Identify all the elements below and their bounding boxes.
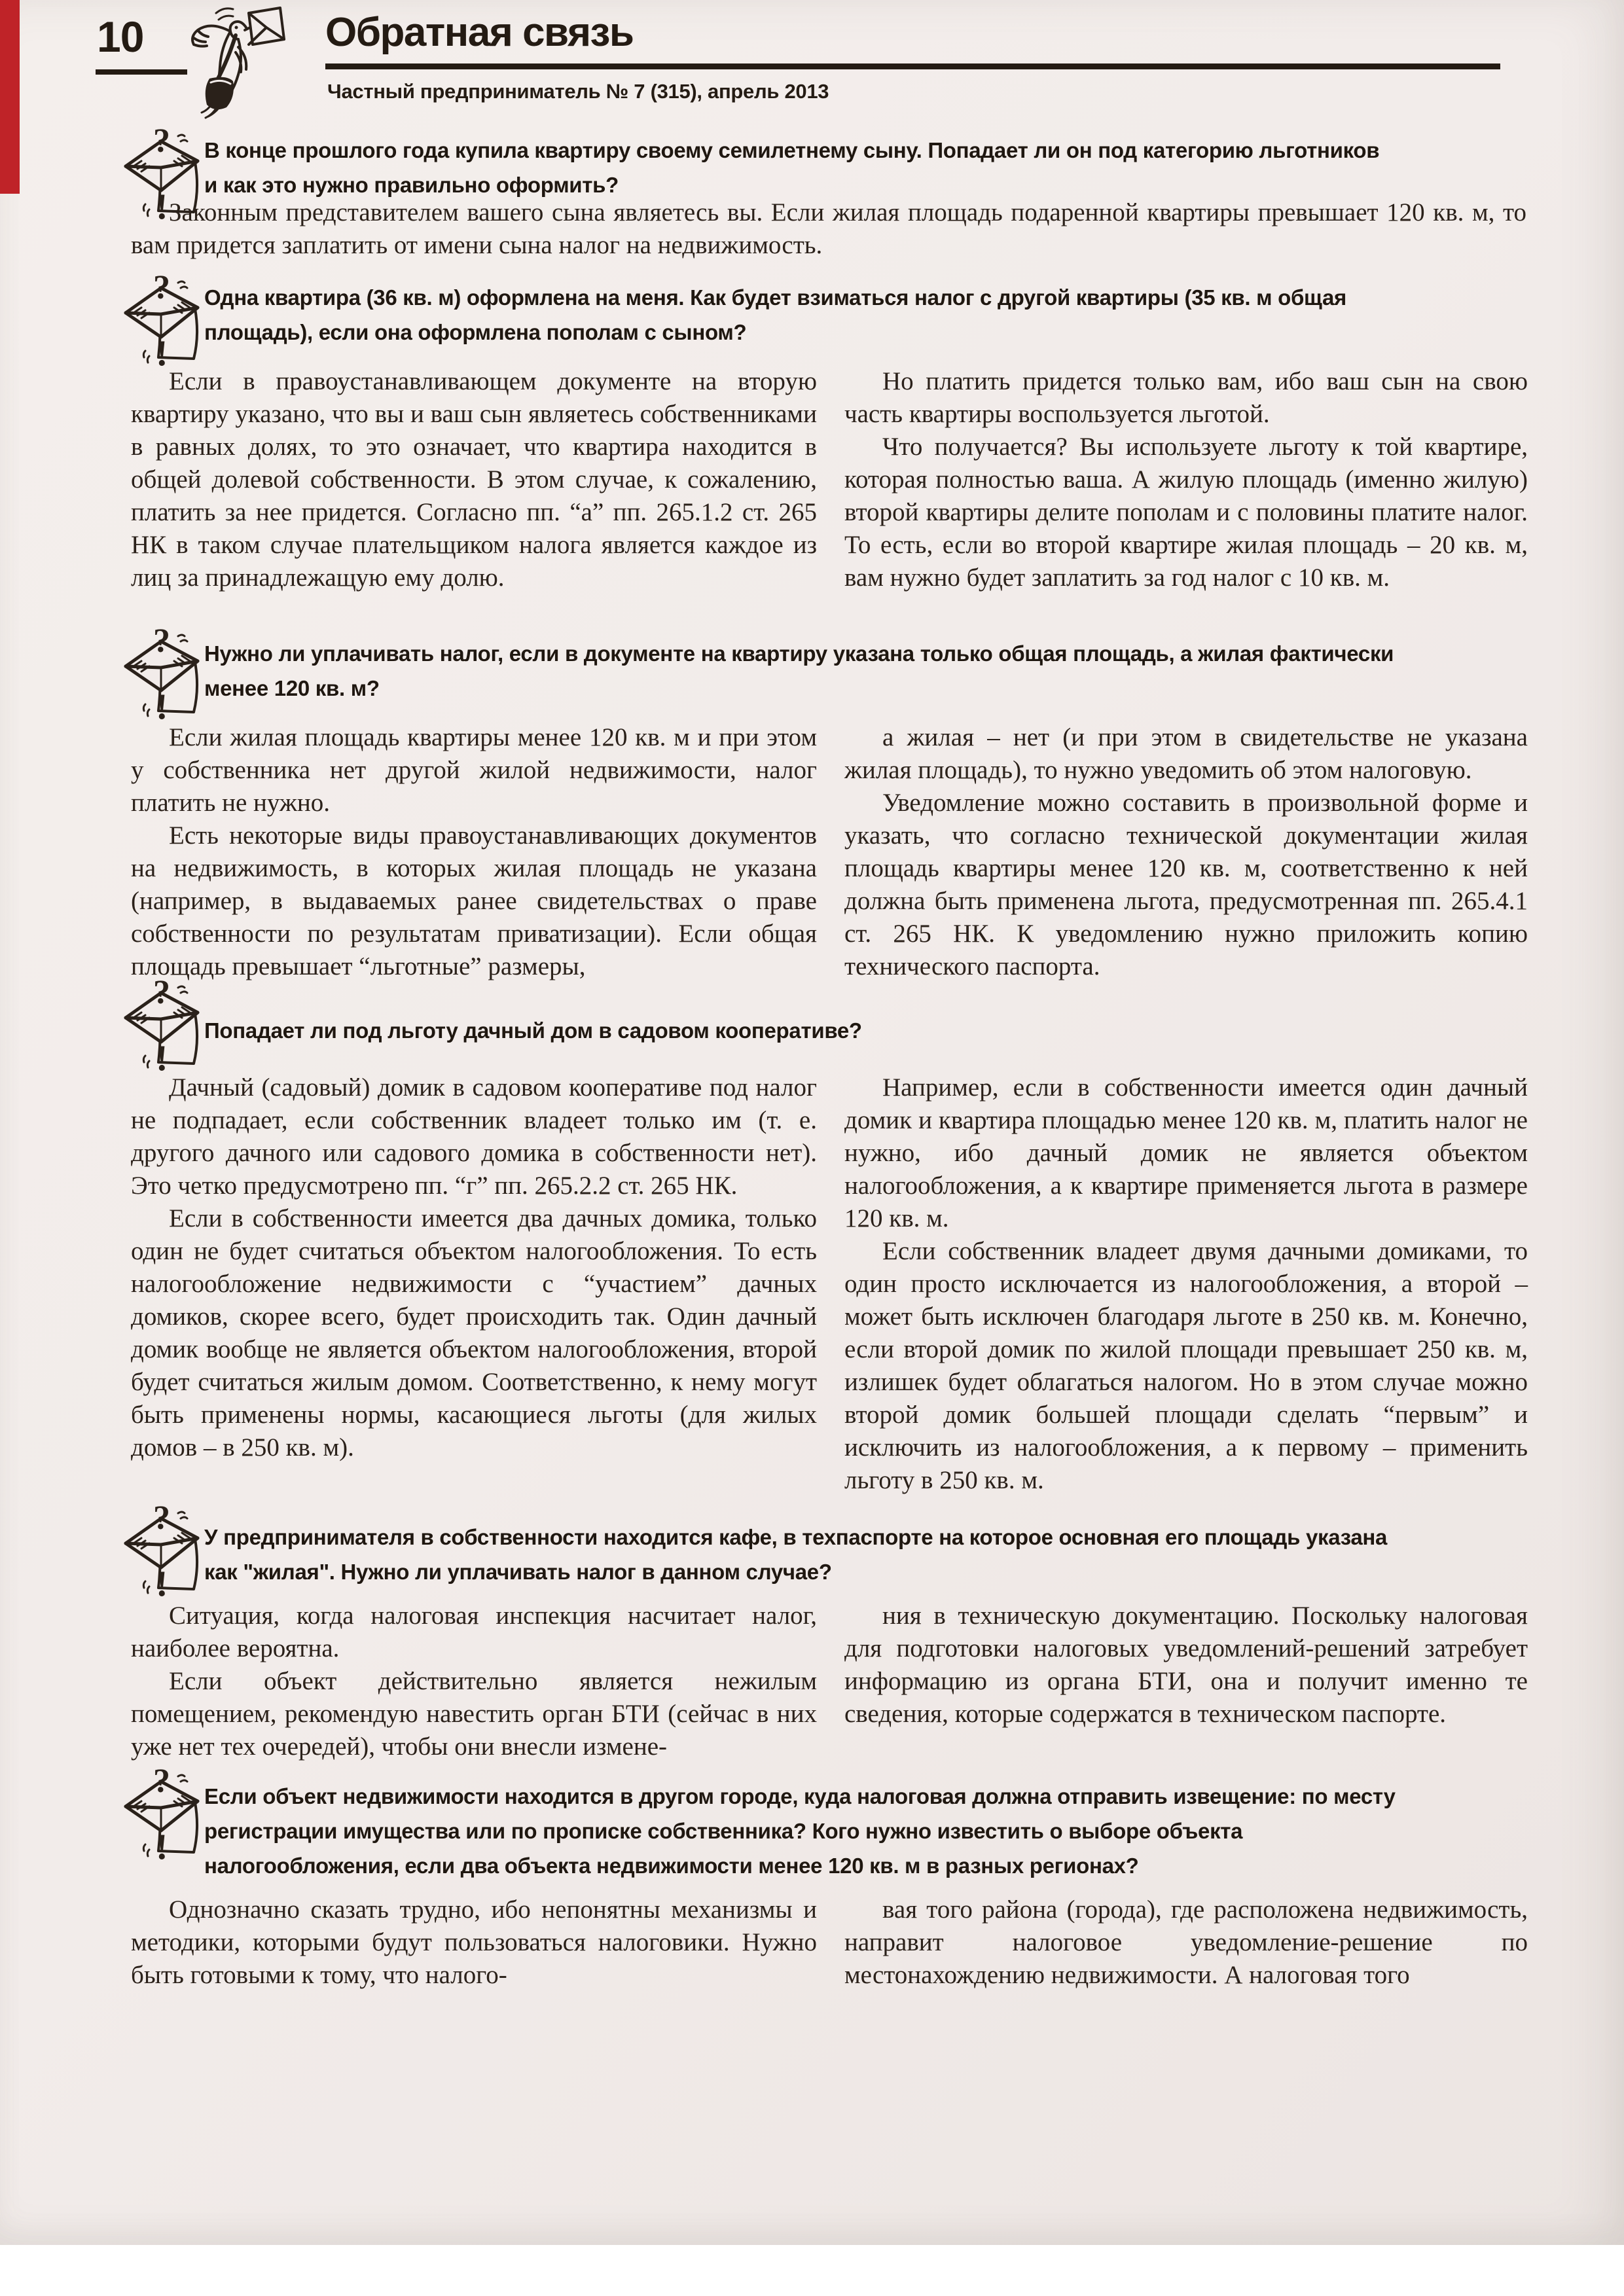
issue-line: Частный предприниматель № 7 (315), апрель 2013 (327, 80, 829, 103)
answer-4-left-column (131, 1071, 817, 1464)
answer-paragraph: Что получается? Вы используете льготу к той квартире, которая полностью ваша. А жилую площадь (именно жилую) второй квартиры делите пополам и с половины платите налог. То есть, если во второй квартире жилая площадь – 20 кв. м, вам нужно будет заплатить за год налог с 10 кв. м. (844, 433, 1528, 592)
answer-paragraph: а жилая – нет (и при этом в свидетельстве не указана жилая площадь), то нужно уведомить об этом налоговую. (844, 723, 1528, 784)
page-number-rule (96, 69, 187, 75)
question-envelope-icon (119, 628, 206, 721)
answer-paragraph: Ситуация, когда налоговая инспекция насчитает налог, наиболее вероятна. (131, 1602, 817, 1662)
answer-paragraph: Но платить придется только вам, ибо ваш сын на свою часть квартиры воспользуется льготой. (844, 367, 1528, 428)
answer-3-left-column (131, 721, 817, 983)
answer-paragraph: Законным представителем вашего сына являетесь вы. Если жилая площадь подаренной квартиры превышает 120 кв. м, то вам придется заплатить от имени сына налог на недвижимость. (131, 198, 1526, 259)
question-envelope-icon (119, 1768, 206, 1861)
question-envelope-icon (119, 980, 206, 1073)
question-text-1: В конце прошлого года купила квартиру своему семилетнему сыну. Попадает ли он под категорию льготников и как это нужно правильно оформить? (204, 138, 1380, 197)
answer-paragraph: Если объект действительно является нежилым помещением, рекомендую навестить орган БТИ (сейчас в них уже нет тех очередей), чтобы они внесли измене- (131, 1667, 817, 1761)
answer-paragraph: Уведомление можно составить в произвольной форме и указать, что согласно технической документации жилая площадь квартиры менее 120 кв. м, соответственно к ней должна быть применена льгота, предусмотренная пп. 265.4.1 ст. 265 НК. К уведомлению нужно приложить копию технического паспорта. (844, 789, 1528, 980)
answer-6-left-column (131, 1893, 817, 1992)
answer-paragraph: Если в правоустанавливающем документе на вторую квартиру указано, что вы и ваш сын являетесь собственниками в равных долях, то это означает, что квартира находится в общей долевой собственности. В этом случае, к сожалению, платить за нее придется. Согласно пп. “а” пп. 265.1.2 ст. 265 НК в таком случае плательщиком налога является каждое из лиц за принадлежащую ему долю. (131, 367, 817, 592)
section-title-rule (325, 63, 1500, 69)
question-envelope-icon (119, 275, 206, 368)
page-number: 10 (97, 12, 144, 61)
question-text-3: Нужно ли уплачивать налог, если в документе на квартиру указана только общая площадь, а жилая фактически менее 120 кв. м? (204, 641, 1394, 700)
answer-paragraph: вая того района (города), где расположена недвижимость, направит налоговое уведомление-решение по местонахождению недвижимости. А налоговая того (844, 1895, 1528, 1989)
answer-paragraph: Если собственник владеет двумя дачными домиками, то один просто исключается из налогообложения, а второй – может быть исключен благодаря льготе в 250 кв. м. Конечно, если второй домик по жилой площади превышает 250 кв. м, излишек будет облагаться налогом. Но в этом случае можно второй домик большей площади сделать “первым” и исключить из налогообложения, а к первому – применить льготу в 250 кв. м. (844, 1237, 1528, 1494)
answer-paragraph: Например, если в собственности имеется один дачный домик и квартира площадью менее 120 кв. м, платить налог не нужно, ибо дачный домик не является объектом налогообложения, а к квартире применяется льгота в размере 120 кв. м. (844, 1073, 1528, 1232)
answer-paragraph: Однозначно сказать трудно, ибо непонятны механизмы и методики, которыми будут пользоваться налоговики. Нужно быть готовыми к тому, что налого- (131, 1895, 817, 1989)
answer-6-right-column (844, 1893, 1528, 1992)
question-text-4: Попадает ли под льготу дачный дом в садовом кооперативе? (204, 1018, 862, 1043)
answer-5-right-column (844, 1600, 1528, 1731)
question-text-2: Одна квартира (36 кв. м) оформлена на меня. Как будет взиматься налог с другой квартиры (35 кв. м общая площадь), если она оформлена пополам с сыном? (204, 285, 1346, 344)
answer-2-left-column (131, 365, 817, 594)
question-envelope-icon (119, 1505, 206, 1598)
answer-5-left-column (131, 1600, 817, 1763)
dove-mail-logo-icon (175, 1, 313, 122)
answer-paragraph: Если жилая площадь квартиры менее 120 кв. м и при этом у собственника нет другой жилой недвижимости, налог платить не нужно. (131, 723, 817, 817)
answer-paragraph: Есть некоторые виды правоустанавливающих документов на недвижимость, в которых жилая площадь не указана (например, в выдаваемых ранее свидетельствах о праве собственности по результатам приватизации). Если общая площадь превышает “льготные” размеры, (131, 821, 817, 980)
answer-3-right-column (844, 721, 1528, 983)
section-title: Обратная связь (325, 10, 634, 55)
answer-2-right-column (844, 365, 1528, 594)
answer-paragraph: ния в техническую документацию. Поскольку налоговая для подготовки налоговых уведомлений-решений затребует информацию из органа БТИ, она и получит именно те сведения, которые содержатся в техническом паспорте. (844, 1602, 1528, 1728)
answer-1 (131, 196, 1526, 262)
answer-paragraph: Дачный (садовый) домик в садовом кооперативе под налог не подпадает, если собственник владеет только им (т. е. другого дачного или садового домика в собственности нет). Это четко предусмотрено пп. “г” пп. 265.2.2 ст. 265 НК. (131, 1073, 817, 1200)
red-edge-mark (0, 0, 20, 194)
question-text-6: Если объект недвижимости находится в другом городе, куда налоговая должна отправить извещение: по месту регистрации имущества или по прописке собственника? Кого нужно известить о выборе объекта налогообложения, если два объекта недвижимости менее 120 кв. м в разных регионах? (204, 1784, 1396, 1878)
question-text-5: У предпринимателя в собственности находится кафе, в техпаспорте на которое основная его площадь указана как "жилая". Нужно ли уплачивать налог в данном случае? (204, 1525, 1388, 1584)
answer-4-right-column (844, 1071, 1528, 1497)
answer-paragraph: Если в собственности имеется два дачных домика, только один не будет считаться объектом налогообложения. То есть налогообложение недвижимости с “участием” дачных домиков, скорее всего, будет происходить так. Один дачный домик вообще не является объектом налогообложения, второй будет считаться жилым домом. Соответственно, к нему могут быть применены нормы, касающиеся льготы (для жилых домов – в 250 кв. м). (131, 1204, 817, 1462)
